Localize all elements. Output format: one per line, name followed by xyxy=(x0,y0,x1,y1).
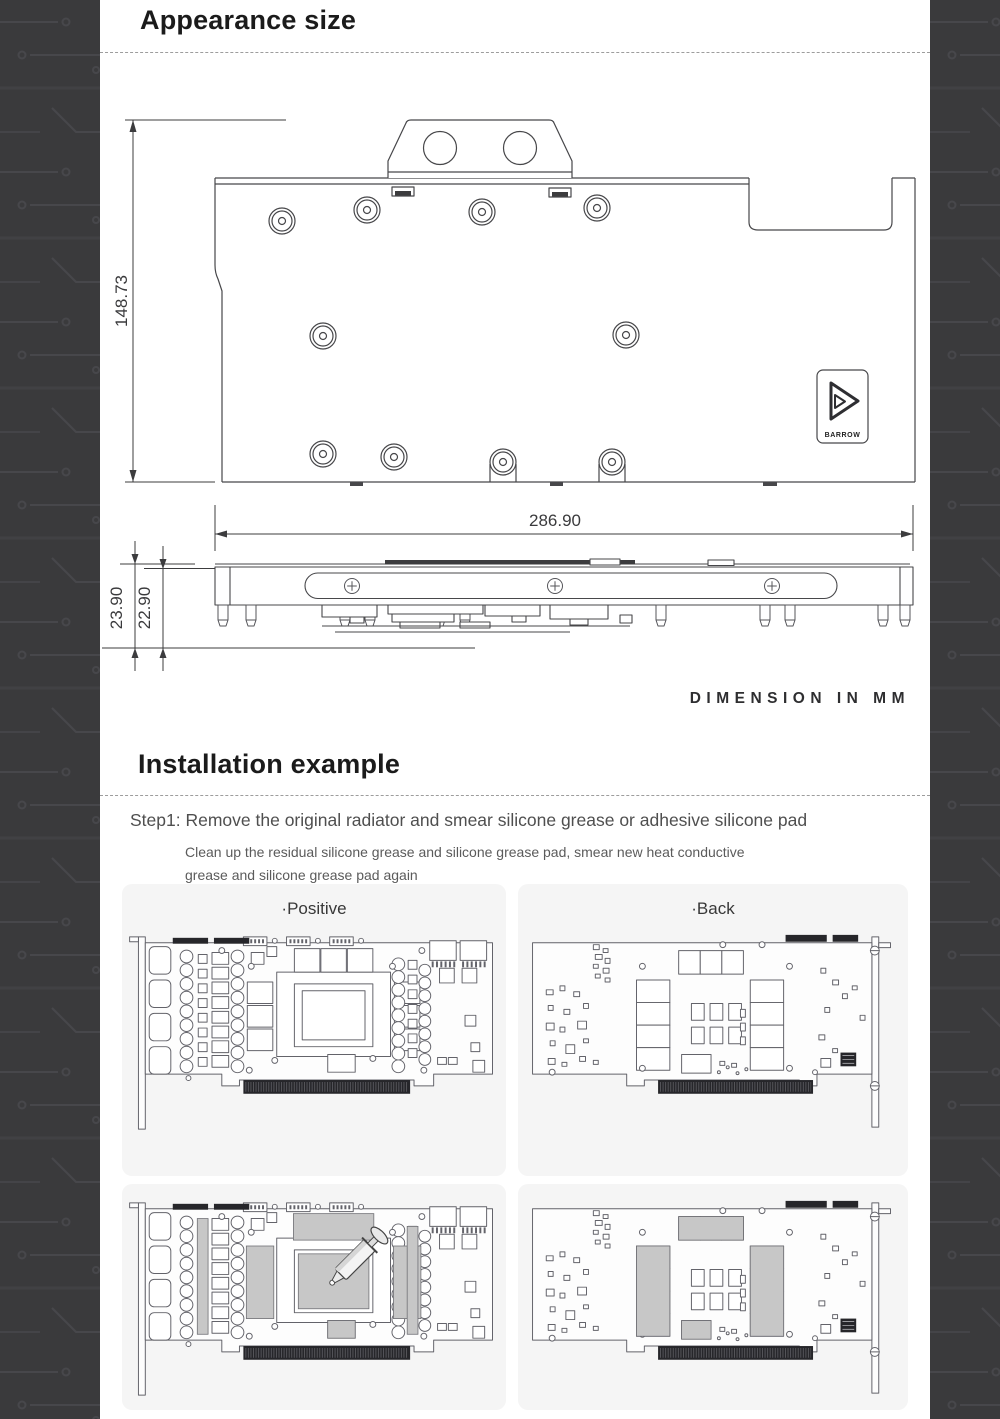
pcb-back-pads-diagram xyxy=(526,1195,900,1399)
panel-positive xyxy=(122,884,506,1176)
section-title-appearance: Appearance size xyxy=(140,5,357,35)
divider xyxy=(100,795,930,796)
panel-positive-label: ·Positive xyxy=(281,899,347,918)
dim-thickness-total-label: 23.90 xyxy=(107,586,126,630)
pcb-front-pads-diagram xyxy=(127,1195,501,1399)
step1-text: Remove the original radiator and smear silicone grease or adhesive silicone pad xyxy=(185,810,808,830)
circuit-pattern-right xyxy=(930,0,1000,1419)
length-dimension xyxy=(215,505,913,551)
dimension-drawing xyxy=(100,55,930,690)
circuit-pattern-left xyxy=(0,0,100,1419)
pcb-back-diagram xyxy=(526,929,900,1133)
water-block-side-view xyxy=(215,559,913,632)
pcb-front-diagram xyxy=(127,929,501,1133)
panel-positive-with-pads xyxy=(122,1184,506,1410)
pcb-panels-grid xyxy=(122,884,908,1410)
dim-thickness-block-label: 22.90 xyxy=(135,586,154,630)
height-dimension xyxy=(112,120,286,482)
panel-back xyxy=(518,884,908,1176)
dimension-unit-note: DIMENSION IN MM xyxy=(689,690,910,707)
divider xyxy=(100,52,930,53)
install-step1 xyxy=(130,810,910,831)
panel-back-with-pads xyxy=(518,1184,908,1410)
brand-badge xyxy=(817,370,868,443)
water-block-top-view xyxy=(215,120,915,486)
dim-length-label: 286.90 xyxy=(529,511,581,530)
content-column xyxy=(100,0,930,1419)
install-step1-note: Clean up the residual silicone grease and silicone grease pad, smear new heat conductive grease and silicone grease pad again xyxy=(185,844,745,883)
panel-back-label: ·Back xyxy=(691,899,735,918)
brand-label: BARROW xyxy=(824,432,861,439)
step1-label: Step1: xyxy=(130,810,181,830)
section-title-installation: Installation example xyxy=(138,749,401,779)
dim-height-label: 148.73 xyxy=(112,275,131,327)
